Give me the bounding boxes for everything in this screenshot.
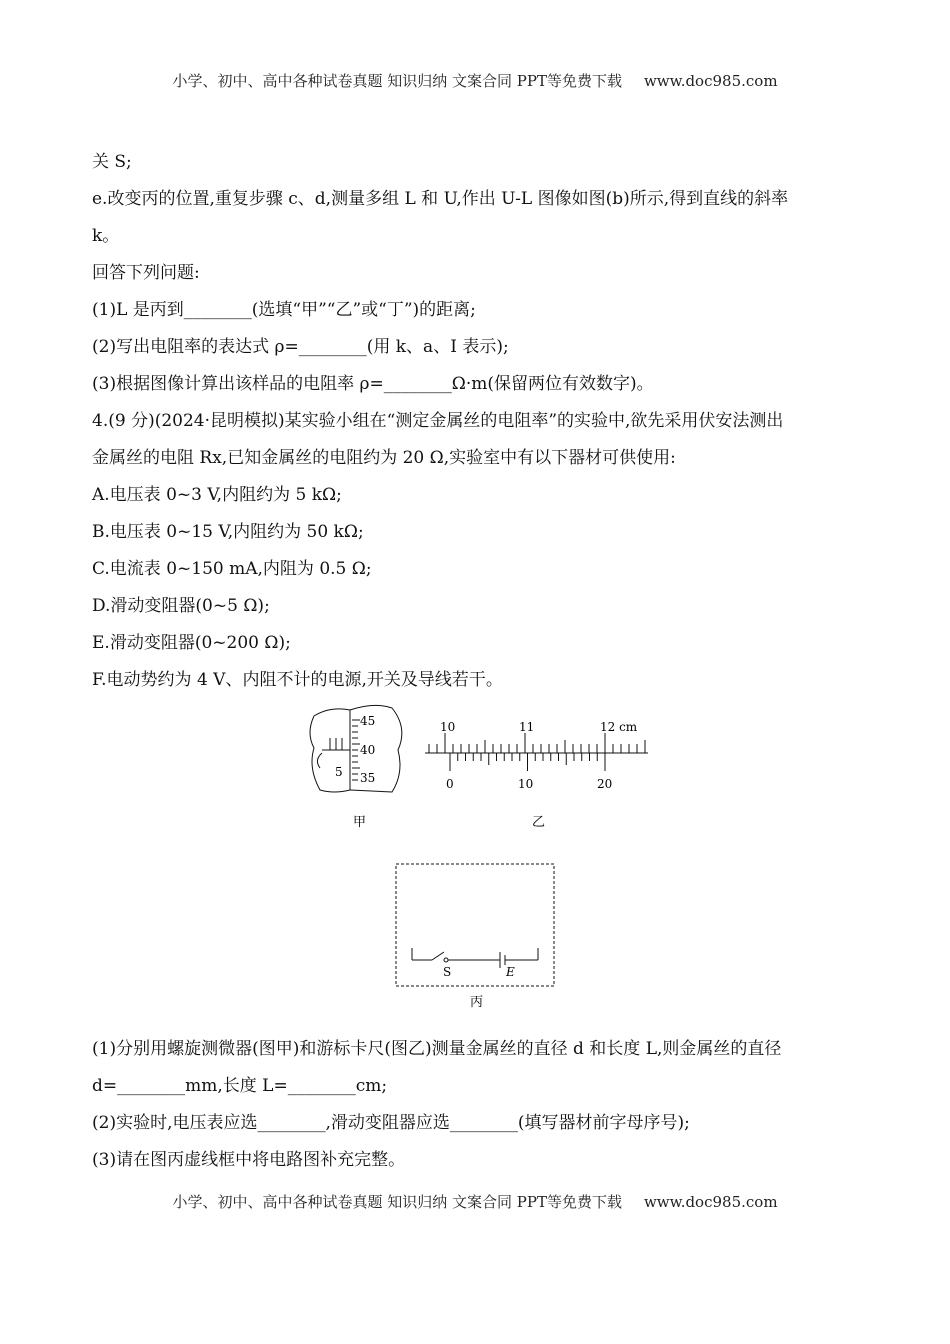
caliper-main-label-10: 10 (440, 720, 456, 734)
questions-after-figure (92, 1031, 862, 1179)
question-4-3: (3)请在图丙虚线框中将电路图补充完整。 (92, 1150, 406, 1170)
main-content (92, 144, 862, 699)
question-4-1-cont: d=________mm,长度 L=________cm; (92, 1076, 388, 1096)
option-d: D.滑动变阻器(0~5 Ω); (92, 596, 270, 616)
page-header (0, 70, 950, 91)
switch-label: S (443, 965, 452, 979)
footer-url: www.doc985.com (643, 1193, 778, 1211)
problem-4-stem-cont: 金属丝的电阻 Rx,已知金属丝的电阻约为 20 Ω,实验室中有以下器材可供使用: (92, 448, 676, 468)
circuit-wires (412, 948, 538, 968)
problem-4-stem: 4.(9 分)(2024·昆明模拟)某实验小组在“测定金属丝的电阻率”的实验中,欲先采用伏安法测出 (92, 411, 784, 431)
caliper-vernier-label-10: 10 (518, 777, 534, 791)
circuit-dashed-box (396, 864, 554, 986)
header-text: 小学、初中、高中各种试卷真题 知识归纳 文案合同 PPT等免费下载 (172, 72, 622, 90)
micrometer-label-35: 35 (360, 771, 376, 785)
text-line: k。 (92, 226, 120, 246)
option-b: B.电压表 0~15 V,内阻约为 50 kΩ; (92, 522, 364, 542)
option-e: E.滑动变阻器(0~200 Ω); (92, 633, 291, 653)
footer-text: 小学、初中、高中各种试卷真题 知识归纳 文案合同 PPT等免费下载 (172, 1193, 622, 1211)
question-4-1: (1)分别用螺旋测微器(图甲)和游标卡尺(图乙)测量金属丝的直径 d 和长度 L,则金属丝的直径 (92, 1039, 782, 1059)
option-f: F.电动势约为 4 V、内阻不计的电源,开关及导线若干。 (92, 670, 503, 690)
caliper-caption: 乙 (532, 815, 546, 830)
caliper-main-label-12: 12 cm (600, 720, 638, 734)
micrometer-label-45: 45 (360, 714, 376, 728)
micrometer-label-5: 5 (335, 765, 343, 779)
caliper-diagram (425, 733, 648, 771)
question-3: (3)根据图像计算出该样品的电阻率 ρ=________Ω·m(保留两位有效数字)。 (92, 374, 654, 394)
micrometer-diagram (310, 705, 402, 792)
figure-circuit (392, 862, 562, 1012)
micrometer-caption: 甲 (353, 815, 367, 830)
question-2: (2)写出电阻率的表达式 ρ=________(用 k、a、I 表示); (92, 337, 509, 357)
text-line: e.改变丙的位置,重复步骤 c、d,测量多组 L 和 U,作出 U-L 图像如图(b)所示,得到直线的斜率 (92, 189, 789, 209)
option-c: C.电流表 0~150 mA,内阻为 0.5 Ω; (92, 559, 372, 579)
caliper-vernier-label-20: 20 (597, 777, 613, 791)
text-line: 回答下列问题: (92, 263, 200, 283)
caliper-vernier-label-0: 0 (446, 777, 454, 791)
figure-micrometer-caliper (300, 698, 660, 833)
text-line: 关 S; (92, 152, 132, 172)
micrometer-label-40: 40 (360, 743, 376, 757)
question-1: (1)L 是丙到________(选填“甲”“乙”或“丁”)的距离; (92, 300, 476, 320)
option-a: A.电压表 0~3 V,内阻约为 5 kΩ; (92, 485, 342, 505)
question-4-2: (2)实验时,电压表应选________,滑动变阻器应选________(填写器材前字母序号); (92, 1113, 690, 1133)
header-url: www.doc985.com (643, 72, 778, 90)
caliper-main-label-11: 11 (519, 720, 535, 734)
source-label: E (506, 965, 515, 979)
page-footer (0, 1191, 950, 1212)
circuit-caption: 丙 (470, 995, 484, 1010)
